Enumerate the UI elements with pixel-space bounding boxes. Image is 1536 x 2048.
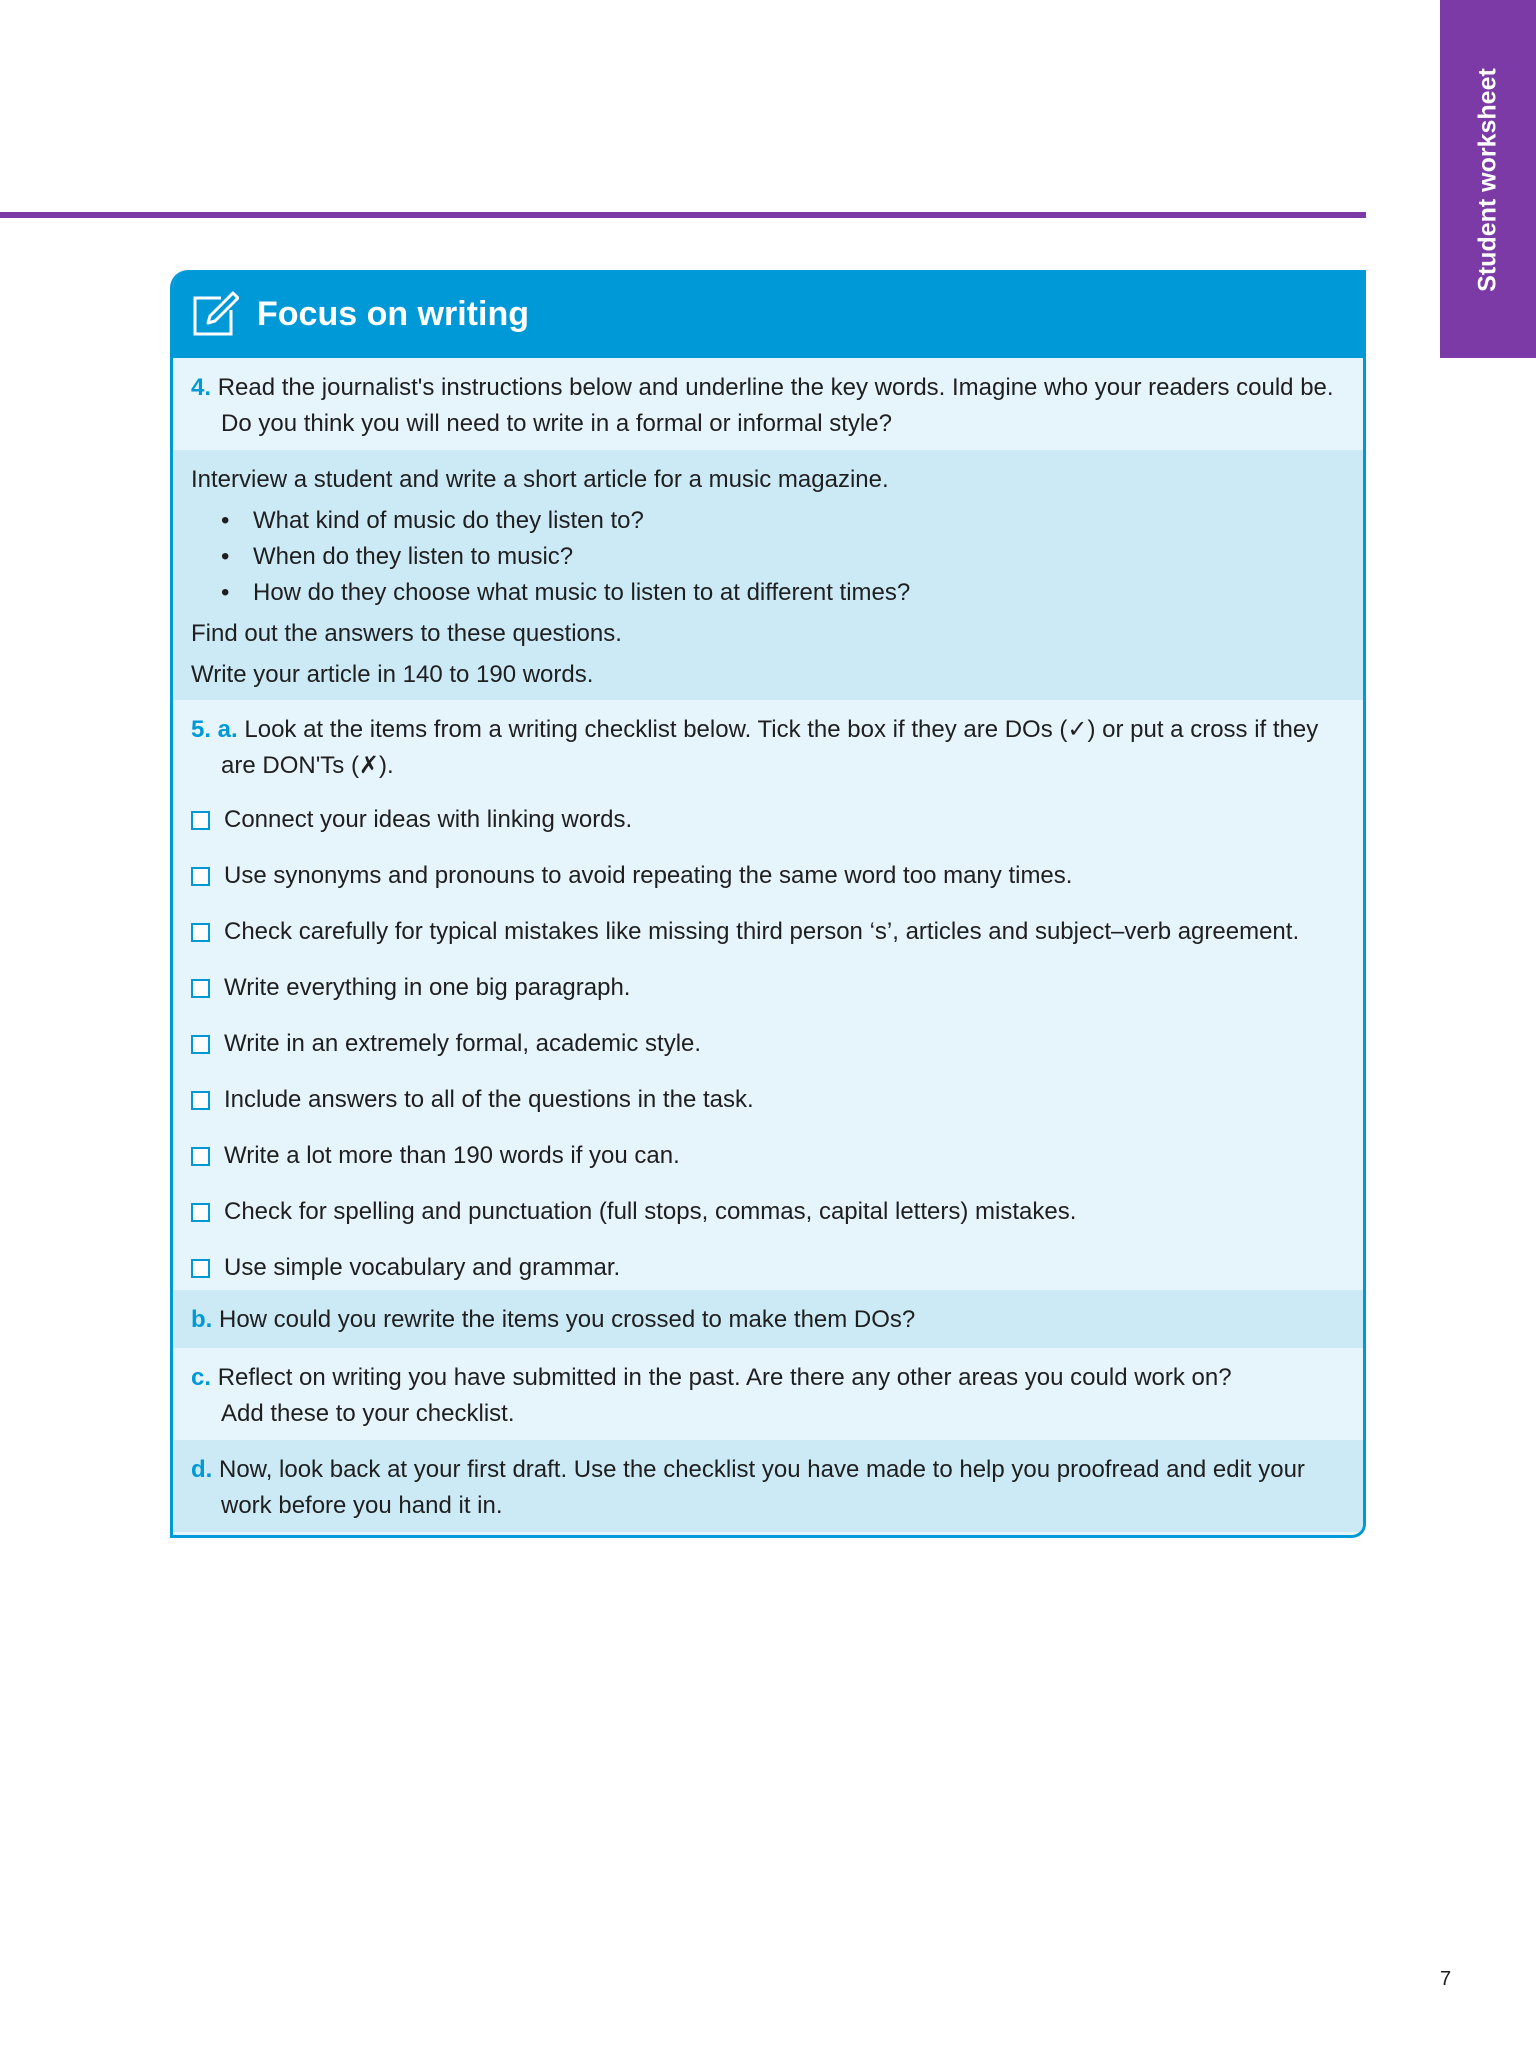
qc-line-1: Reflect on writing you have submitted in the past. Are there any other areas you could work on? [217, 1364, 1232, 1391]
qc-letter: c. [191, 1364, 212, 1391]
instructions-intro: Interview a student and write a short article for a music magazine. [191, 466, 889, 493]
checklist-item: Use synonyms and pronouns to avoid repeating the same word too many times. [191, 858, 1349, 914]
card-title: Focus on writing [257, 294, 529, 333]
q4-line-2: Do you think you will need to write in a formal or informal style? [221, 410, 892, 437]
checkbox[interactable] [191, 923, 210, 942]
qc-line-2: Add these to your checklist. [221, 1400, 515, 1427]
focus-on-writing-card [170, 270, 1366, 1538]
checkbox[interactable] [191, 979, 210, 998]
qd-line-2: work before you hand it in. [221, 1492, 503, 1519]
q4-line-1: 4. Read the journalist's instructions below and underline the key words. Imagine who your readers could be. [191, 374, 1334, 401]
writing-checklist [191, 802, 1349, 1306]
checklist-item: Write in an extremely formal, academic style. [191, 1026, 1349, 1082]
checklist-item: Write everything in one big paragraph. [191, 970, 1349, 1026]
checkbox[interactable] [191, 1091, 210, 1110]
checklist-item: Check carefully for typical mistakes like missing third person ‘s’, articles and subject–verb agreement. [191, 914, 1349, 970]
question-5c [173, 1348, 1363, 1440]
checkbox[interactable] [191, 1035, 210, 1054]
qb-letter: b. [191, 1306, 213, 1333]
q4-number: 4. [191, 374, 212, 401]
qd-line-1: Now, look back at your first draft. Use the checklist you have made to help you proofread and edit your [219, 1456, 1305, 1483]
top-divider [0, 212, 1366, 218]
card-header [173, 270, 1363, 358]
page-number: 7 [1440, 1968, 1452, 1990]
bullet-item: • What kind of music do they listen to? [221, 507, 644, 534]
question-5d [173, 1440, 1363, 1532]
checklist-item: Use simple vocabulary and grammar. [191, 1250, 1349, 1306]
instructions-write: Write your article in 140 to 190 words. [191, 661, 594, 688]
instructions-find: Find out the answers to these questions. [191, 620, 622, 647]
pencil-edit-icon [191, 290, 239, 338]
qd-letter: d. [191, 1456, 213, 1483]
question-5b [173, 1290, 1363, 1348]
bullet-item: • When do they listen to music? [221, 543, 574, 570]
checklist-item: Include answers to all of the questions in the task. [191, 1082, 1349, 1138]
qb-text: How could you rewrite the items you crossed to make them DOs? [219, 1306, 916, 1333]
checkbox[interactable] [191, 811, 210, 830]
checkbox[interactable] [191, 1147, 210, 1166]
question-4 [173, 358, 1363, 450]
checklist-item: Check for spelling and punctuation (full stops, commas, capital letters) mistakes. [191, 1194, 1349, 1250]
checklist-item: Connect your ideas with linking words. [191, 802, 1349, 858]
instructions-bullets [191, 503, 1349, 611]
student-worksheet-tab [1440, 0, 1536, 358]
bullet-item: • How do they choose what music to listen to at different times? [221, 579, 911, 606]
checklist-item: Write a lot more than 190 words if you can. [191, 1138, 1349, 1194]
checkbox[interactable] [191, 1259, 210, 1278]
question-5a [173, 700, 1363, 1290]
side-tab-label: Student worksheet [1473, 68, 1502, 292]
q5-number: 5. a. [191, 716, 238, 743]
checkbox[interactable] [191, 1203, 210, 1222]
journalist-instructions [173, 450, 1363, 700]
q5-line-1: 5. a. Look at the items from a writing checklist below. Tick the box if they are DOs (✓) or put a cross if they [191, 716, 1319, 743]
q5-line-2: are DON'Ts (✗). [221, 752, 394, 779]
checkbox[interactable] [191, 867, 210, 886]
